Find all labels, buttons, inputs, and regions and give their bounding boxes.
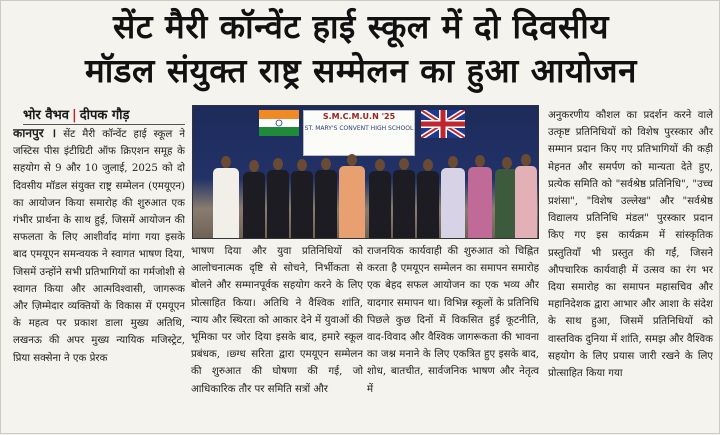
article-text-col4: अनुकरणीय कौशल का प्रदर्शन करने वाले उत्कृष्ट प्रतिनिधियों को विशेष पुरस्कार और सम्मान प्रदान किए गए प्रतिभागियों की कड़ी मेहनत और समर्पण को मान्यता देते हुए, प्रत्येक समिति को "सर्वश्रेष्ठ प्रतिनिधि", "उच्च प्रशंसा", "विशेष उल्लेख" और "सर्वश्रेष्ठ विद्यालय प्रतिनिधि मंडल" पुरस्कार प्रदान किए गए इस कार्यक्रम में सांस्कृतिक प्रस्तुतियाँ भी प्रस्तुत की गईं, जिसने औपचारिक कार्यवाही में उत्सव का रंग भर दिया समारोह का समापन महासचिव और महानिदेशक द्वारा आभार और आशा के संदेश के साथ हुआ, जिसमें प्रतिनिधियों को वास्तविक दुनिया में शांति, समझ और वैश्विक सहयोग के लिए प्रयास जारी रखने के लिए प्रोत्साहित किया गया (548, 110, 713, 380)
headline (7, 5, 715, 93)
banner-title: S.M.C.M.U.N '25 (322, 112, 396, 121)
person (243, 160, 265, 238)
person (267, 158, 289, 238)
article-column-1 (13, 125, 185, 435)
newspaper-name: भोर वैभव (23, 108, 69, 123)
byline-separator: | (71, 108, 77, 123)
article-column-2 (191, 243, 363, 435)
event-banner (303, 110, 415, 156)
event-photo (192, 105, 539, 239)
article-column-3 (367, 243, 539, 435)
article-text-col1: सेंट मैरी कॉन्वेंट हाई स्कूल ने जस्टिस पीस इंटीग्रिटी ऑफ क्रिएशन समूह के सहयोग से 9 और 10 जुलाई, 2025 को दो दिवसीय मॉडल संयुक्त राष्ट्र सम्मेलन (एमयूएन) का आयोजन किया समारोह की शुरुआत एक गंभीर प्रार्थना के साथ हुई, जिसमें आयोजन की सफलता के लिए आशीर्वाद मांगा गया इसके बाद एमयूएन समन्वयक ने स्वागत भाषण दिया, जिसमें उन्होंने सभी प्रतिभागियों का गर्मजोशी से स्वागत किया और आत्मविश्वासी, जागरूक और ज़िम्मेदार व्यक्तियों के विकास में एमयूएन के महत्व पर प्रकाश डाला मुख्य अतिथि, लखनऊ की अपर मुख्य न्यायिक मजिस्ट्रेट, प्रिया सक्सेना ने एक प्रेरक (13, 129, 185, 364)
person (468, 155, 492, 238)
person (213, 156, 239, 238)
uk-flag-icon (421, 110, 465, 138)
person (339, 154, 365, 238)
person (441, 156, 465, 238)
reporter-name: दीपक गौड़ (79, 108, 130, 123)
person (515, 154, 537, 238)
headline-line-1: सेंट मैरी कॉन्वेंट हाई स्कूल में दो दिवसीय (113, 7, 609, 46)
byline (23, 105, 185, 125)
headline-line-2: मॉडल संयुक्त राष्ट्र सम्मेलन का हुआ आयोजन (85, 51, 637, 90)
person (291, 159, 313, 238)
person (393, 158, 415, 238)
person (417, 159, 439, 238)
banner-subtitle: ST. MARY'S CONVENT HIGH SCHOOL (304, 125, 414, 132)
person (369, 159, 391, 238)
dateline: कानपुर । (13, 126, 57, 140)
person (315, 158, 337, 238)
article-text-col2: भाषण दिया और युवा प्रतिनिधियों को आलोचनात्मक दृष्टि से सोचने, निर्भीकता से बोलने और सम्मानपूर्वक सहयोग करने के लिए प्रोत्साहित किया। अतिथि ने वैश्विक शांति, न्याय और स्थिरता को आकार देने में युवाओं की भूमिका पर जोर दिया इसके बाद, हमारे स्कूल प्रबंधक, ।छ्ग्ध सरिता द्वारा एमयूएन सम्मेलन की शुरुआत की घोषणा की गई, जो आधिकारिक तौर पर समिति सत्रों और (191, 246, 363, 395)
indian-flag-icon (259, 110, 299, 136)
article-text-col3: राजनयिक कार्यवाही की शुरुआत को चिह्नित करता है एमयूएन सम्मेलन का समापन समारोह एक बेहद सफल आयोजन का एक भव्य और यादगार समापन था। विभिन्न स्कूलों के प्रतिनिधि पिछले कुछ दिनों में विकसित हुई कूटनीति, वाद-विवाद और वैश्विक जागरूकता की भावना का जश्न मनाने के लिए एकत्रित हुए इसके बाद, शोध, बातचीत, सार्वजनिक भाषण और नेतृत्व में (367, 246, 539, 395)
article-column-4 (548, 107, 713, 435)
